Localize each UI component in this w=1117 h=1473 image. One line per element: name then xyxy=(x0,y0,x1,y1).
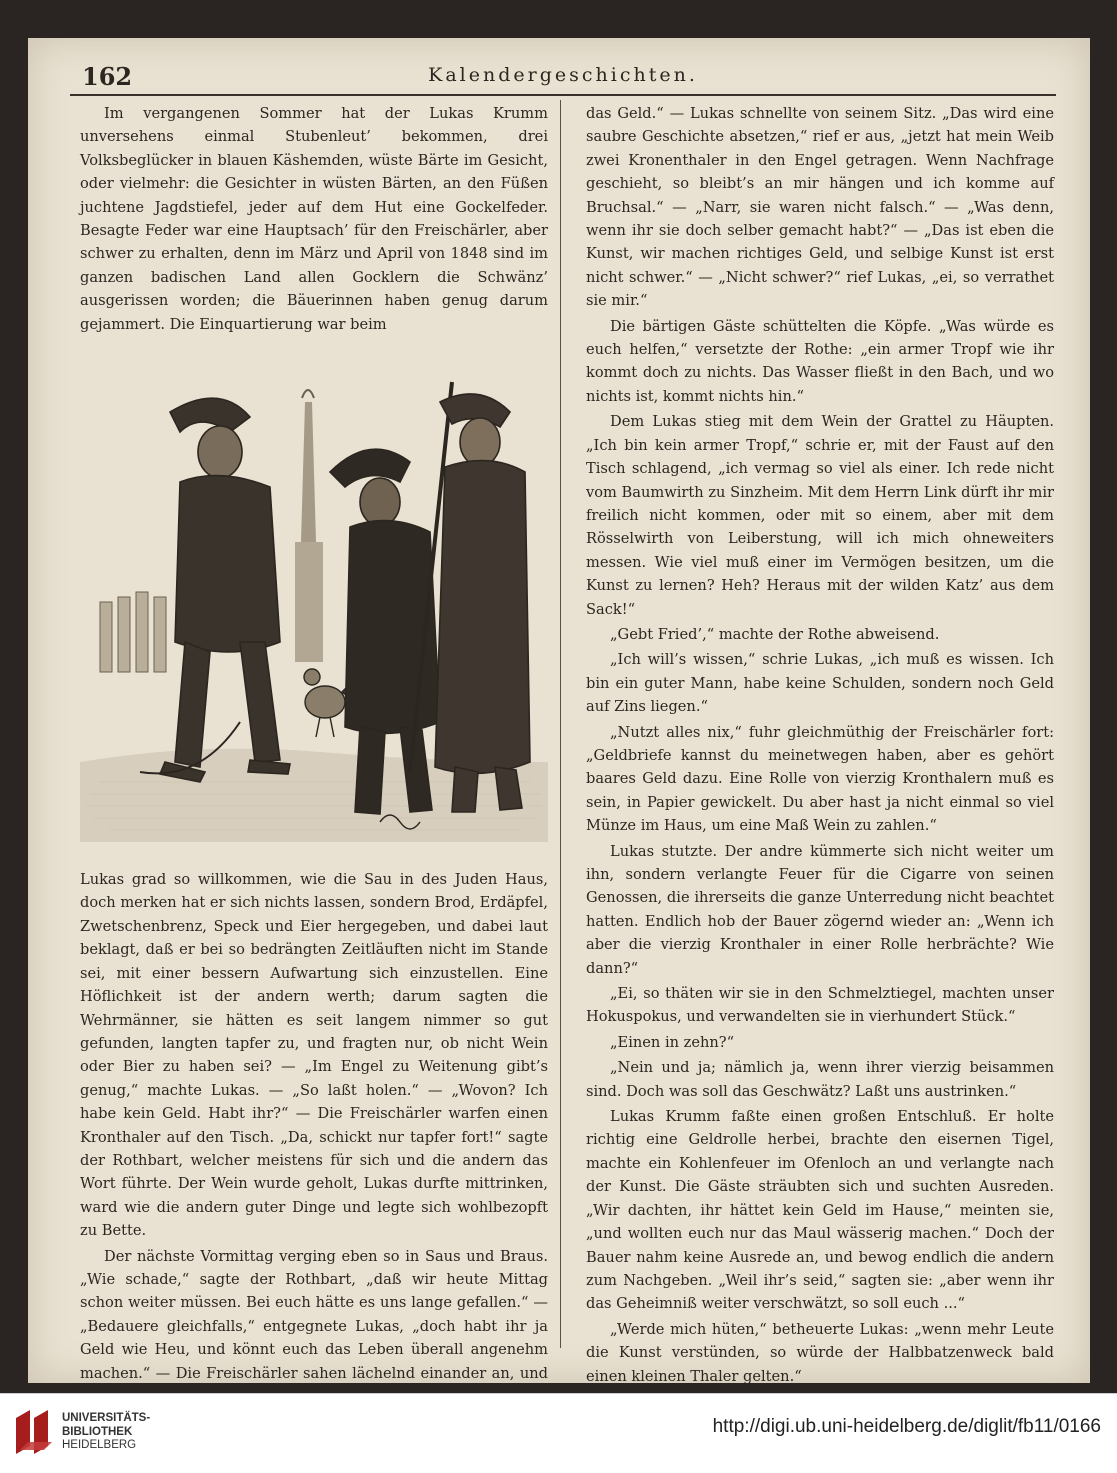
right-paragraph-8: „Ei, so thäten wir sie in den Schmelztiegel, machten unser Hokuspokus, und verwandelten sie in vierhundert Stück.“ xyxy=(586,985,1054,1026)
right-paragraph-9: „Einen in zehn?“ xyxy=(610,1033,735,1051)
library-name-line-2: BIBLIOTHEK xyxy=(62,1425,133,1438)
left-paragraph-1: Im vergangenen Sommer hat der Lukas Krumm unversehens einmal Stubenleut’ bekommen, drei Volksbeglücker in blauen Käshemden, wüste Bärte im Gesicht, oder vielmehr: die Gesichter in wüsten Bärten, an den Füßen juchtene Jagdstiefel, jeder auf dem Hut eine Gockelfeder. Besagte Feder war eine Hauptsach’ für den Freischärler, aber schwer zu erhalten, denn im März und April von 1848 sind im ganzen badischen Land allen Gocklern die Schwänz’ ausgerissen worden; die Bäuerinnen haben genug darum gejammert. Die Einquartierung war beim xyxy=(80,105,548,333)
right-column xyxy=(586,102,1054,1390)
page-header xyxy=(70,56,1056,96)
right-paragraph-7: Lukas stutzte. Der andre kümmerte sich nicht weiter um ihn, sondern verlangte Feuer für die Cigarre von seinen Genossen, die ihrerseits die ganze Unterredung nicht beachtet hatten. Endlich hob der Bauer zögernd wieder an: „Wenn ich aber die vierzig Kronthaler in einer Rolle herbrächte? Wie dann?“ xyxy=(586,842,1054,977)
right-paragraph-5: „Ich will’s wissen,“ schrie Lukas, „ich muß es wissen. Ich bin ein guter Mann, habe keine Schulden, sondern noch Geld auf Zins liegen.“ xyxy=(586,651,1054,716)
viewer-footer xyxy=(0,1393,1117,1473)
right-paragraph-1: das Geld.“ — Lukas schnellte von seinem Sitz. „Das wird eine saubre Geschichte absetzen,“ rief er aus, „jetzt hat mein Weib zwei Kronenthaler in den Engel getragen. Wenn Nachfrage geschieht, so bleibt’s an mir hängen und ich komme auf Bruchsal.“ — „Narr, sie waren nicht falsch.“ — „Was denn, wenn ihr sie doch selber gemacht habt?“ — „Das ist eben die Kunst, wir machen richtiges Geld, und selbige Kunst ist erst nicht schwer.“ — „Nicht schwer?“ rief Lukas, „ei, so verrathet sie mir.“ xyxy=(586,105,1054,310)
left-paragraph-3: Der nächste Vormittag verging eben so in Saus und Braus. „Wie schade,“ sagte der Rothbart, „daß wir heute Mittag schon weiter müssen. Bei euch hätte es uns lange gefallen.“ — „Bedauere gleichfalls,“ entgegnete Lukas, „doch habt ihr ja Geld wie Heu, und könnt euch das Leben überall angenehm machen.“ — Die Freischärler sahen lächelnd einander an, und xyxy=(80,1247,548,1382)
right-paragraph-11: Lukas Krumm faßte einen großen Entschluß. Er holte richtig eine Geldrolle herbei, brachte den eisernen Tigel, machte ein Kohlenfeuer im Ofenloch an und verlangte nach der Kunst. Die Gäste sträubten sich und suchten Ausreden. „Wir dachten, ihr hättet kein Geld im Hause,“ meinten sie, „und wollten euch nur das Maul wässerig machen.“ Doch der Bauer nahm keine Ausrede an, und bewog endlich die andern zum Nachgeben. „Weil ihr’s seid,“ sagten sie: „aber wenn ihr das Geheimniß weiter verschwätzt, so soll euch ...“ xyxy=(586,1108,1054,1313)
freischaerler-engraving-image xyxy=(80,342,548,860)
library-name-line-1: UNIVERSITÄTS- xyxy=(62,1412,151,1424)
running-title: Kalendergeschichten. xyxy=(428,64,698,86)
engraving-illustration xyxy=(80,342,548,860)
scanned-page xyxy=(28,38,1090,1383)
page-number: 162 xyxy=(82,62,133,91)
right-paragraph-4: „Gebt Fried’,“ machte der Rothe abweisend. xyxy=(610,625,940,643)
column-divider xyxy=(560,100,561,1348)
right-paragraph-12: „Werde mich hüten,“ betheuerte Lukas: „wenn mehr Leute die Kunst verstünden, so würde der Halbbatzenweck bald einen kleinen Thaler gelten.“ xyxy=(586,1320,1054,1385)
page-content xyxy=(60,56,1058,1385)
university-library-logo-icon xyxy=(10,1404,58,1460)
right-paragraph-3: Dem Lukas stieg mit dem Wein der Grattel zu Häupten. „Ich bin kein armer Tropf,“ schrie er, mit der Faust auf den Tisch schlagend, „ich vermag so viel als einer. Ich rede nicht vom Baumwirth zu Sinzheim. Mit dem Herrn Link dürft ihr mir freilich nicht kommen, oder mit so einem, aber mit dem Rösselwirth von Leiberstung, will ich mich ohneweiters messen. Wie viel muß einer im Vermögen besitzen, um die Kunst zu lernen? Heh? Heraus mit der wilden Katz’ aus dem Sack!“ xyxy=(586,413,1054,618)
right-paragraph-6: „Nutzt alles nix,“ fuhr gleichmüthig der Freischärler fort: „Geldbriefe kannst du meinetwegen haben, aber es gehört baares Geld dazu. Eine Rolle von vierzig Kronthalern muß es sein, in Papier gewickelt. Du aber hast ja nicht einmal so viel Münze im Haus, um eine Maß Wein zu zahlen.“ xyxy=(586,723,1054,835)
left-column xyxy=(80,102,548,1410)
permalink-url[interactable]: http://digi.ub.uni-heidelberg.de/diglit/fb11/0166 xyxy=(712,1416,1101,1437)
right-paragraph-10: „Nein und ja; nämlich ja, wenn ihrer vierzig beisammen sind. Doch was soll das Geschwätz? Laßt uns austrinken.“ xyxy=(586,1059,1054,1100)
left-paragraph-2: Lukas grad so willkommen, wie die Sau in des Juden Haus, doch merken hat er sich nichts lassen, sondern Brod, Erdäpfel, Zwetschenbrenz, Speck und Eier hergegeben, und dabei laut beklagt, daß er bei so bedrängten Zeitläuften nicht im Stande sei, mit einer bessern Aufwartung sich einzustellen. Eine Höflichkeit ist der andern werth; darum sagten die Wehrmänner, sie hätten es seit langem nimmer so gut gefunden, langten tapfer zu, und fragten nur, ob nicht Wein oder Bier zu haben sei? — „Im Engel zu Weitenung gibt’s genug,“ machte Lukas. — „So laßt holen.“ — „Wovon? Ich habe kein Geld. Habt ihr?“ — Die Freischärler warfen einen Kronthaler auf den Tisch. „Da, schickt nur tapfer fort!“ sagte der Rothbart, welcher meistens für sich und die andern das Wort führte. Der Wein wurde geholt, Lukas durfte mittrinken, ward wie die andern guter Dinge und legte sich wohlbezopft zu Bette. xyxy=(80,871,548,1240)
library-name-line-3: HEIDELBERG xyxy=(62,1439,137,1451)
right-paragraph-2: Die bärtigen Gäste schüttelten die Köpfe. „Was würde es euch helfen,“ versetzte der Rothe: „ein armer Tropf wie ihr kommt doch zu nichts. Das Wasser fließt in den Bach, und wo nichts ist, kommt nichts hin.“ xyxy=(586,317,1054,405)
library-name xyxy=(62,1412,150,1453)
